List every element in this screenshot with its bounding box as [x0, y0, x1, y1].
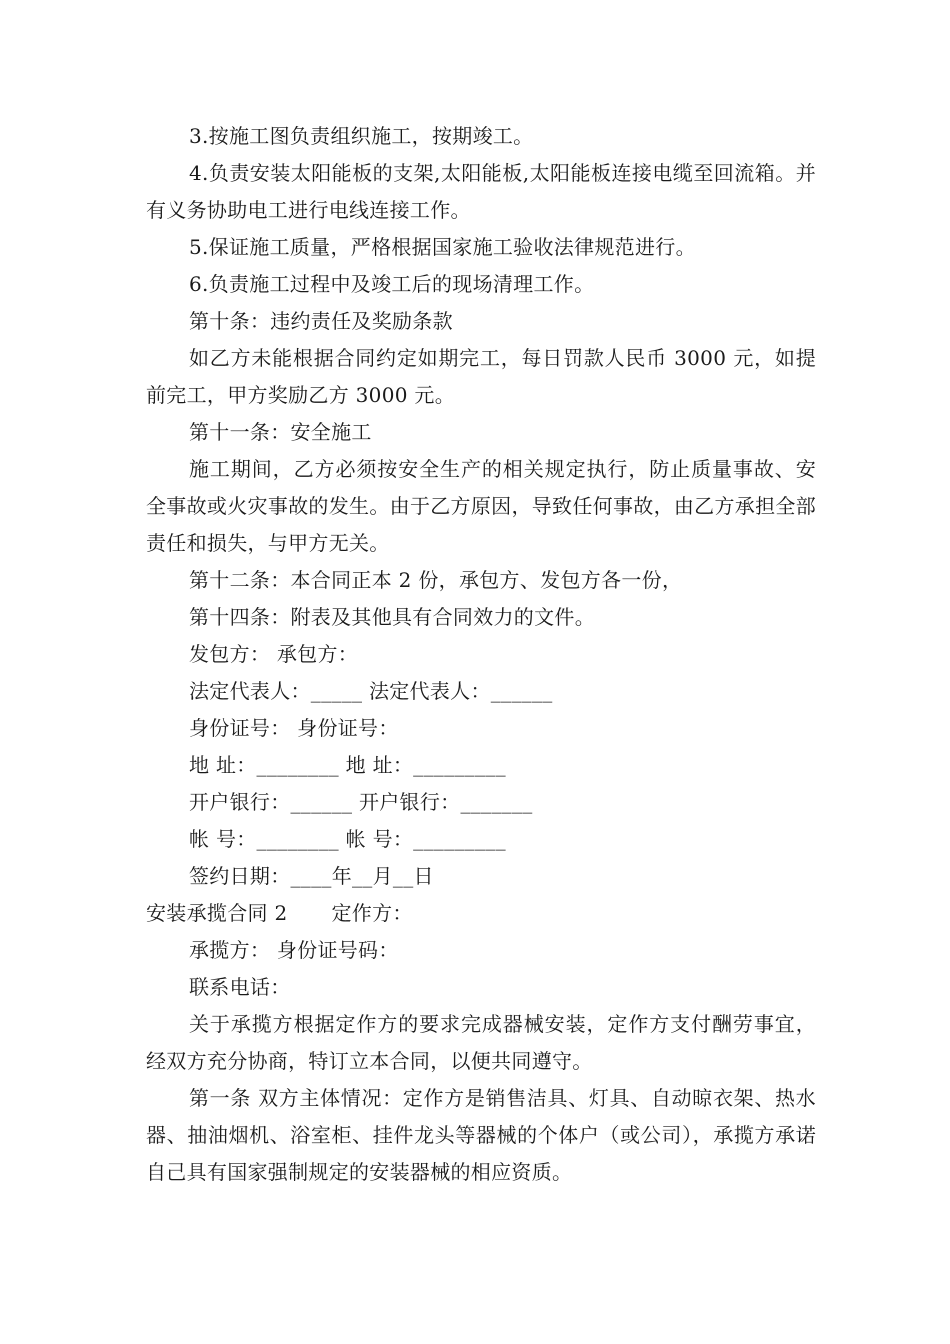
section-title: 安装承揽合同 2: [146, 901, 288, 925]
paragraph: 6.负责施工过程中及竣工后的现场清理工作。: [189, 272, 595, 296]
signature-bank: 开户银行：______ 开户银行：_______: [189, 790, 533, 814]
document-body: [146, 118, 816, 1191]
section-party: 定作方：: [331, 901, 413, 925]
paragraph: 第十四条：附表及其他具有合同效力的文件。: [189, 605, 595, 629]
paragraph: 5.保证施工质量，严格根据国家施工验收法律规范进行。: [189, 235, 696, 259]
article-heading: 第十一条：安全施工: [189, 420, 372, 444]
signature-parties: 发包方： 承包方：: [189, 642, 359, 666]
paragraph: 关于承揽方根据定作方的要求完成器械安装，定作方支付酬劳事宜，经双方充分协商，特订立本合同，以便共同遵守。: [146, 1012, 816, 1073]
paragraph: 联系电话：: [189, 975, 291, 999]
section-title-line: [146, 895, 816, 932]
signature-address: 地 址：________ 地 址：_________: [189, 753, 506, 777]
paragraph: 如乙方未能根据合同约定如期完工，每日罚款人民币 3000 元，如提前完工，甲方奖励乙方 3000 元。: [146, 346, 816, 407]
signature-legal-rep: 法定代表人：_____ 法定代表人：______: [189, 679, 553, 703]
signature-id-number: 身份证号： 身份证号：: [189, 716, 399, 740]
paragraph: 第十二条：本合同正本 2 份，承包方、发包方各一份，: [189, 568, 683, 592]
paragraph: 3.按施工图负责组织施工，按期竣工。: [189, 124, 534, 148]
paragraph: 施工期间，乙方必须按安全生产的相关规定执行，防止质量事故、安全事故或火灾事故的发生。由于乙方原因，导致任何事故，由乙方承担全部责任和损失，与甲方无关。: [146, 457, 816, 555]
article-heading: 第十条：违约责任及奖励条款: [189, 309, 453, 333]
paragraph: 第一条 双方主体情况：定作方是销售洁具、灯具、自动晾衣架、热水器、抽油烟机、浴室柜、挂件龙头等器械的个体户（或公司），承揽方承诺自己具有国家强制规定的安装器械的相应资质。: [146, 1086, 816, 1184]
signature-account: 帐 号：________ 帐 号：_________: [189, 827, 506, 851]
paragraph: 4.负责安装太阳能板的支架,太阳能板,太阳能板连接电缆至回流箱。并有义务协助电工进行电线连接工作。: [146, 161, 816, 222]
signature-date: 签约日期：____年__月__日: [189, 864, 434, 888]
paragraph: 承揽方： 身份证号码：: [189, 938, 399, 962]
